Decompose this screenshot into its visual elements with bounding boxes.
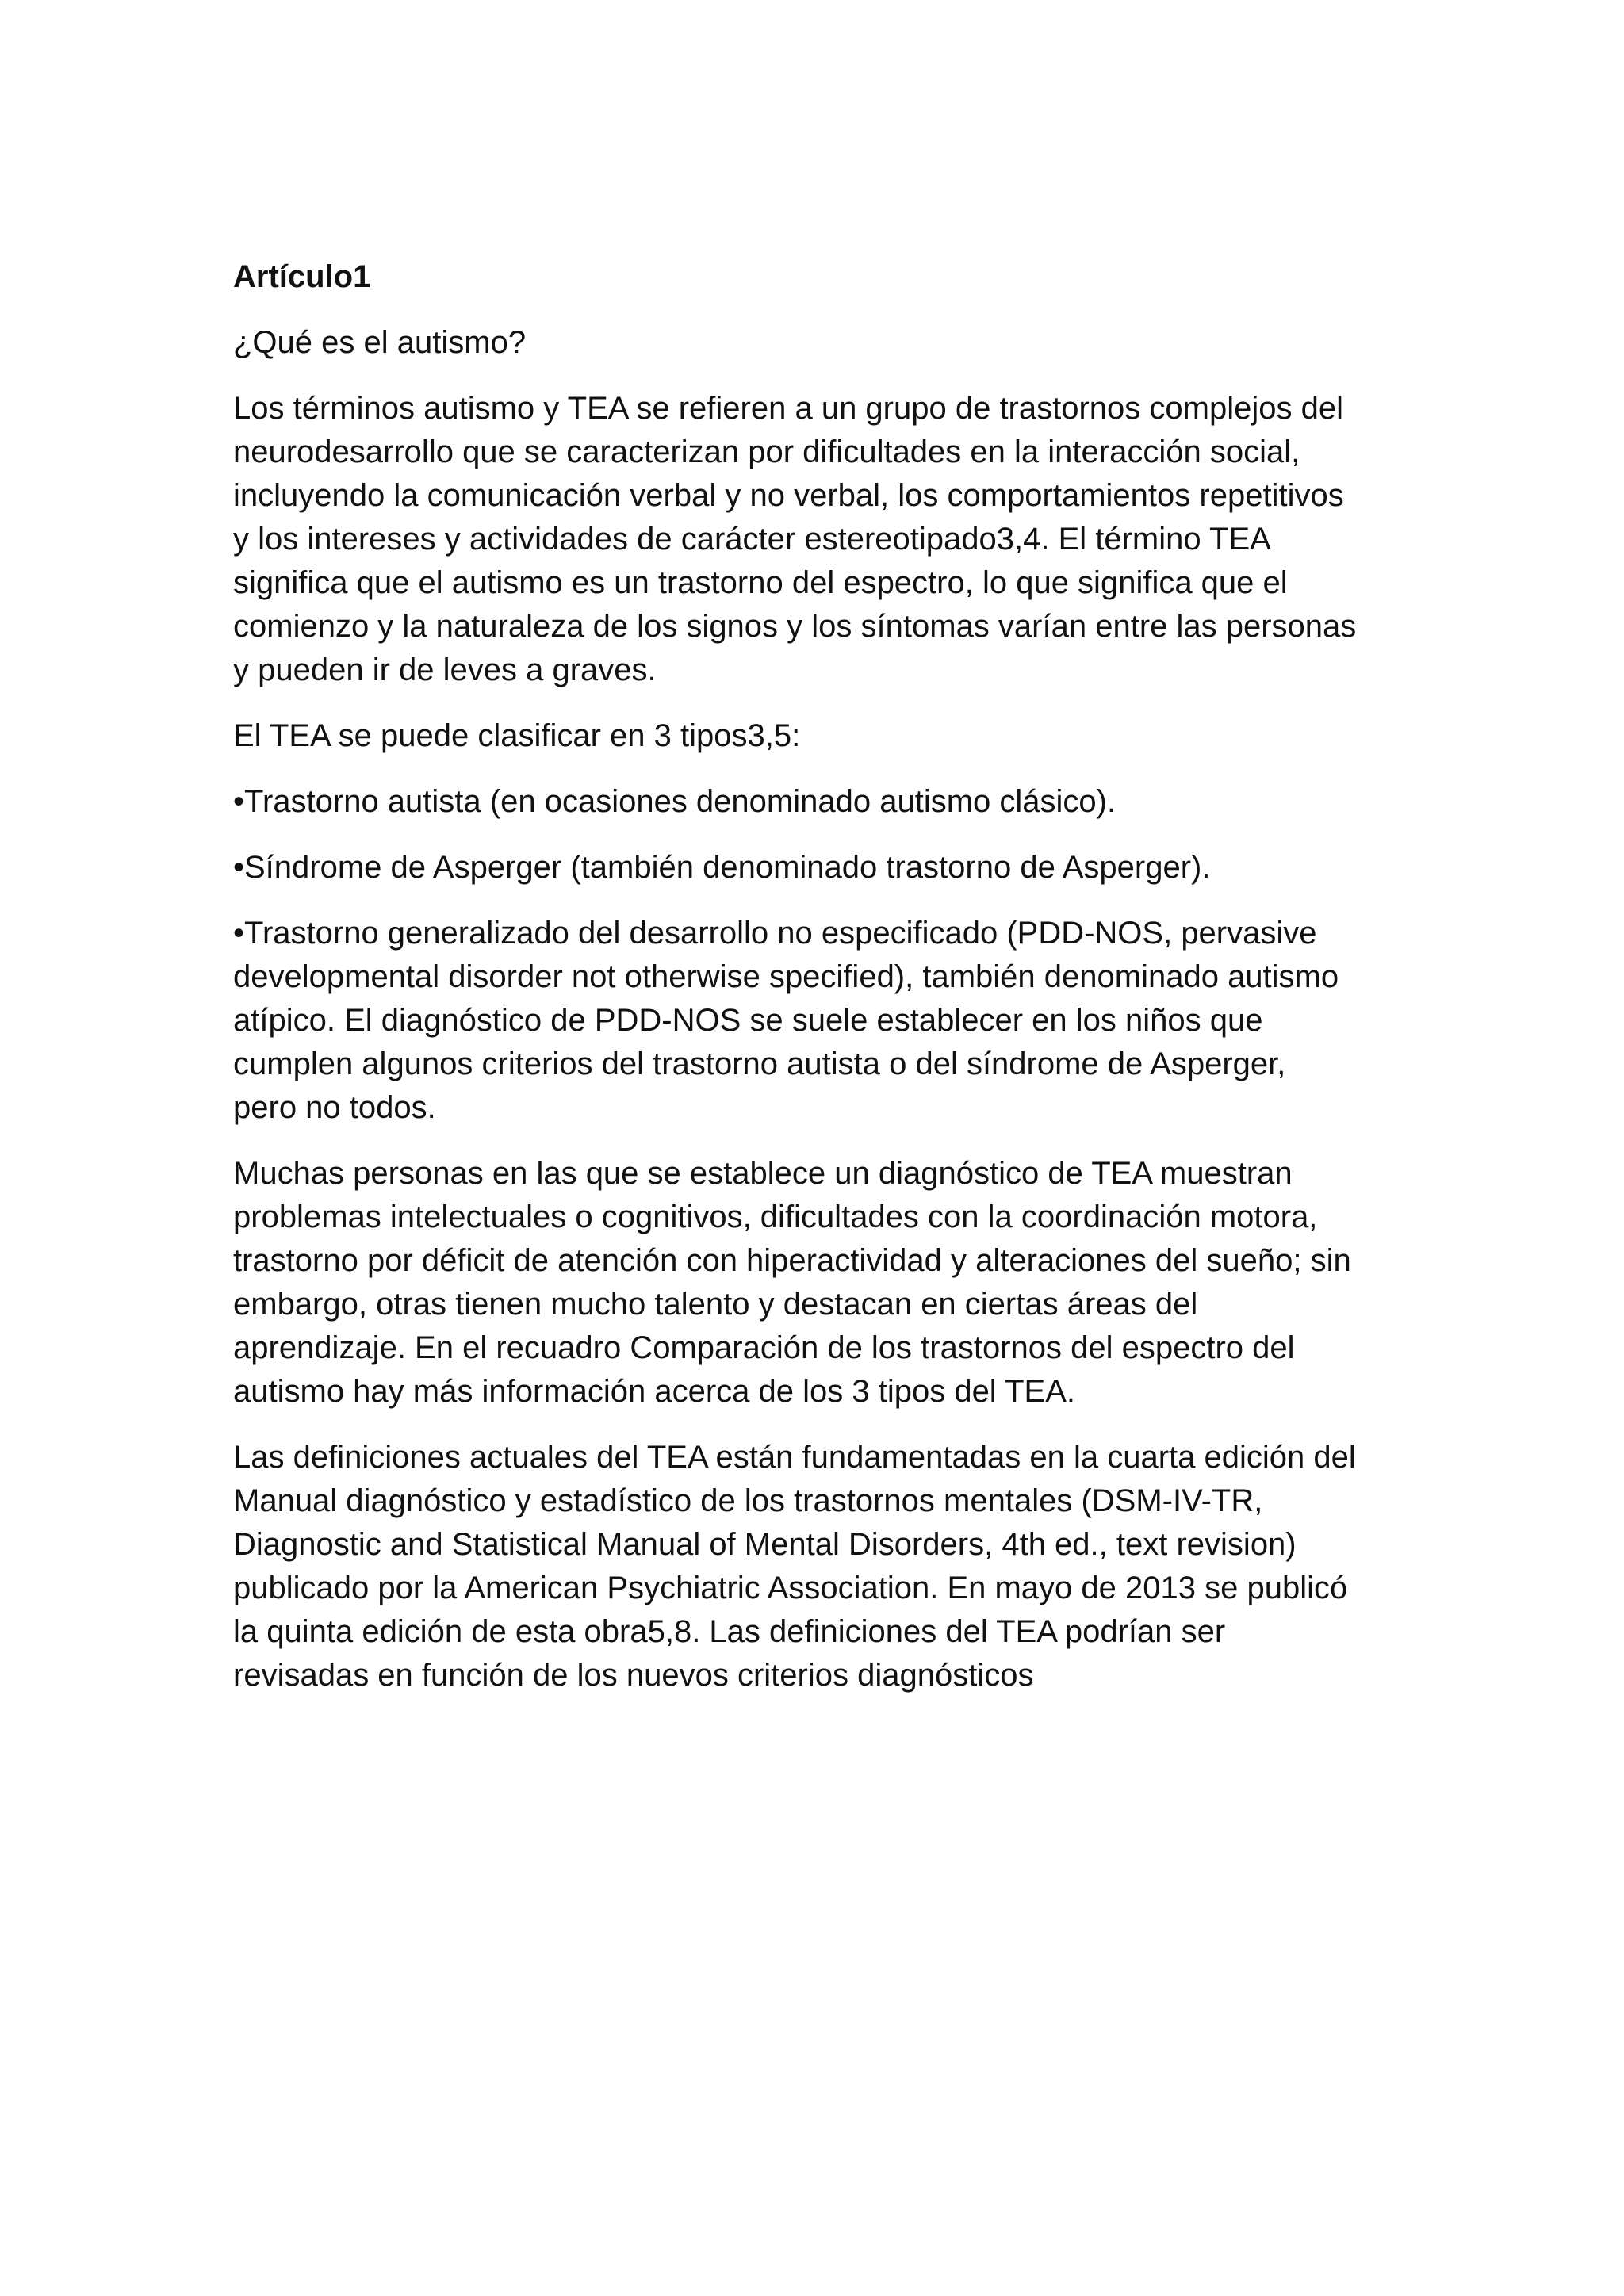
document-subtitle: ¿Qué es el autismo? (233, 325, 527, 360)
bullet-item-asperger: •Síndrome de Asperger (también denominado trastorno de Asperger). (233, 850, 1211, 885)
paragraph-comorbidities: Muchas personas en las que se establece un diagnóstico de TEA muestran problemas intelectuales o cognitivos, dificultades con la coordinación motora, trastorno por déficit de atención con hiperactividad y alteraciones del sueño; sin embargo, otras tienen mucho talento y destacan en ciertas áreas del aprendizaje. En el recuadro Comparación de los trastornos del espectro del autismo hay más información acerca de los 3 tipos del TEA. (233, 1156, 1351, 1409)
paragraph-classification: El TEA se puede clasificar en 3 tipos3,5: (233, 718, 801, 753)
bullet-item-autistic-disorder: •Trastorno autista (en ocasiones denominado autismo clásico). (233, 784, 1116, 819)
paragraph-definitions: Las definiciones actuales del TEA están fundamentadas en la cuarta edición del Manual diagnóstico y estadístico de los trastornos mentales (DSM-IV-TR, Diagnostic and Statistical Manual of Mental Disorders, 4th ed., text revision) publicado por la American Psychiatric Association. En mayo de 2013 se publicó la quinta edición de esta obra5,8. Las definiciones del TEA podrían ser revisadas en función de los nuevos criterios diagnósticos (233, 1440, 1356, 1693)
bullet-item-pdd-nos: •Trastorno generalizado del desarrollo no especificado (PDD-NOS, pervasive developmental disorder not otherwise specified), también denominado autismo atípico. El diagnóstico de PDD-NOS se suele establecer en los niños que cumplen algunos criterios del trastorno autista o del síndrome de Asperger, pero no todos. (233, 916, 1339, 1125)
paragraph-intro: Los términos autismo y TEA se refieren a un grupo de trastornos complejos del neurodesarrollo que se caracterizan por dificultades en la interacción social, incluyendo la comunicación verbal y no verbal, los comportamientos repetitivos y los intereses y actividades de carácter estereotipado3,4. El término TEA significa que el autismo es un trastorno del espectro, lo que significa que el comienzo y la naturaleza de los signos y los síntomas varían entre las personas y pueden ir de leves a graves. (233, 391, 1357, 687)
document-title: Artículo1 (233, 259, 371, 294)
document-page (233, 255, 1407, 1720)
